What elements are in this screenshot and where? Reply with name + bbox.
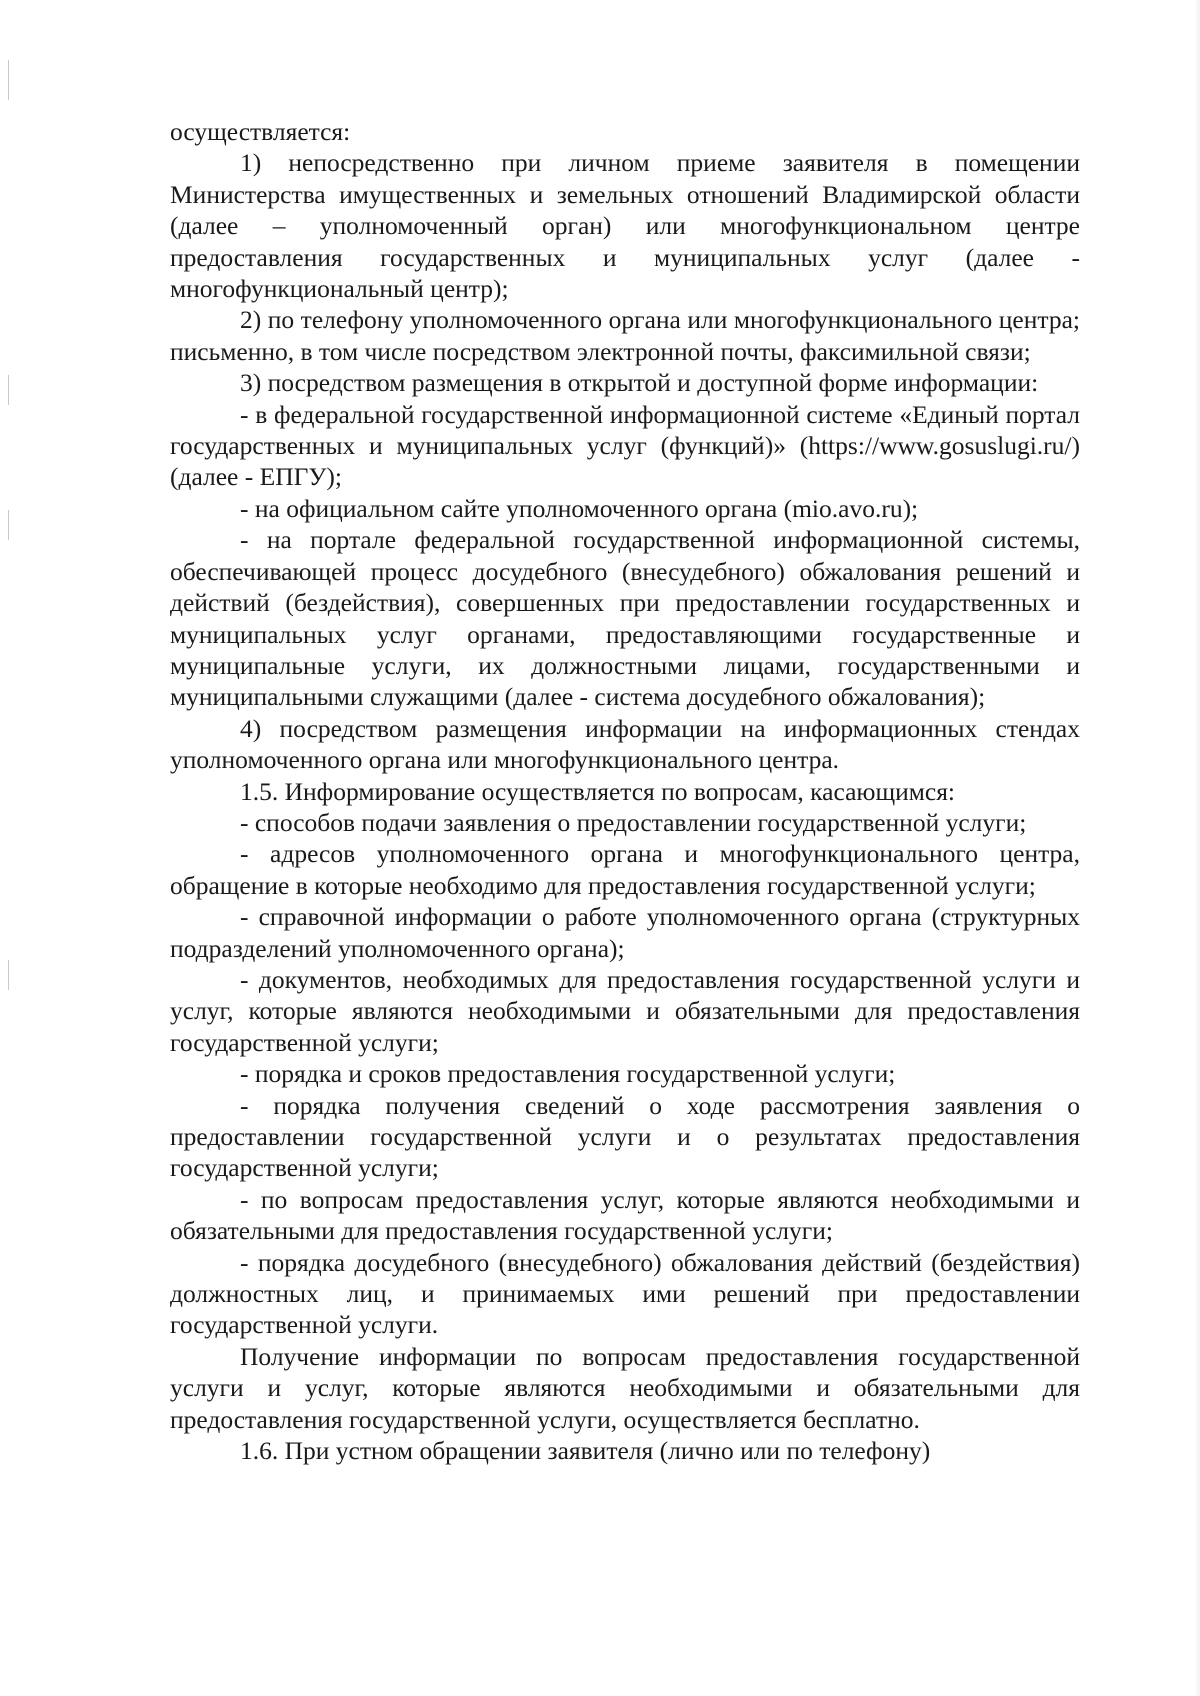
- scan-artifact: [8, 375, 9, 405]
- scan-artifact: [8, 60, 9, 100]
- list-item: - порядка досудебного (внесудебного) обжалования действий (бездействия) должностных лиц, и принимаемых ими решений при предоставлении государственной услуги.: [170, 1247, 1080, 1340]
- list-item: - способов подачи заявления о предоставлении государственной услуги;: [240, 807, 1027, 837]
- list-item: - на портале федеральной государственной информационной системы, обеспечивающей процесс досудебного (внесудебного) обжалования решений и действий (бездействия), совершенных при предоставлении государственных и муниципальных услуг органами, предоставляющими государственные и муниципальные услуги, их должностными лицами, государственными и муниципальными служащими (далее - система досудебного обжалования);: [170, 525, 1080, 712]
- list-item: - на официальном сайте уполномоченного органа (mio.avo.ru);: [240, 493, 919, 523]
- section-paragraph: 1.6. При устном обращении заявителя (лично или по телефону): [240, 1436, 931, 1466]
- scan-artifact: [8, 510, 9, 540]
- list-item: - в федеральной государственной информационной системе «Единый портал государственных и муниципальных услуг (функций)» (https://www.gosuslugi.ru/) (далее - ЕПГУ);: [170, 399, 1080, 492]
- list-item: 2) по телефону уполномоченного органа или многофункционального центра; письменно, в том числе посредством электронной почты, факсимильной связи;: [170, 305, 1080, 366]
- scan-edge: [1194, 0, 1200, 1696]
- section-paragraph: 1.5. Информирование осуществляется по вопросам, касающимся:: [240, 776, 956, 806]
- paragraph: осуществляется:: [170, 117, 351, 146]
- scan-artifact: [8, 960, 9, 990]
- document-body: [170, 116, 1080, 1466]
- list-item: 3) посредством размещения в открытой и доступной форме информации:: [240, 368, 1039, 398]
- paragraph: Получение информации по вопросам предоставления государственной услуги и услуг, которые являются необходимыми и обязательными для предоставления государственной услуги, осуществляется бесплатно.: [170, 1341, 1080, 1434]
- list-item: - адресов уполномоченного органа и многофункционального центра, обращение в которые необходимо для предоставления государственной услуги;: [170, 839, 1080, 900]
- list-item: - порядка получения сведений о ходе рассмотрения заявления о предоставлении государственной услуги и о результатах предоставления государственной услуги;: [170, 1090, 1080, 1183]
- list-item: - по вопросам предоставления услуг, которые являются необходимыми и обязательными для предоставления государственной услуги;: [170, 1184, 1080, 1246]
- list-item: 1) непосредственно при личном приеме заявителя в помещении Министерства имущественных и земельных отношений Владимирской области (далее – уполномоченный орган) или многофункциональном центре предоставления государственных и муниципальных услуг (далее - многофункциональный центр);: [170, 148, 1080, 304]
- list-item: - порядка и сроков предоставления государственной услуги;: [240, 1059, 896, 1089]
- list-item: 4) посредством размещения информации на информационных стендах уполномоченного органа или многофункционального центра.: [170, 713, 1080, 775]
- list-item: - документов, необходимых для предоставления государственной услуги и услуг, которые являются необходимыми и обязательными для предоставления государственной услуги;: [170, 964, 1080, 1057]
- list-item: - справочной информации о работе уполномоченного органа (структурных подразделений уполномоченного органа);: [170, 902, 1080, 963]
